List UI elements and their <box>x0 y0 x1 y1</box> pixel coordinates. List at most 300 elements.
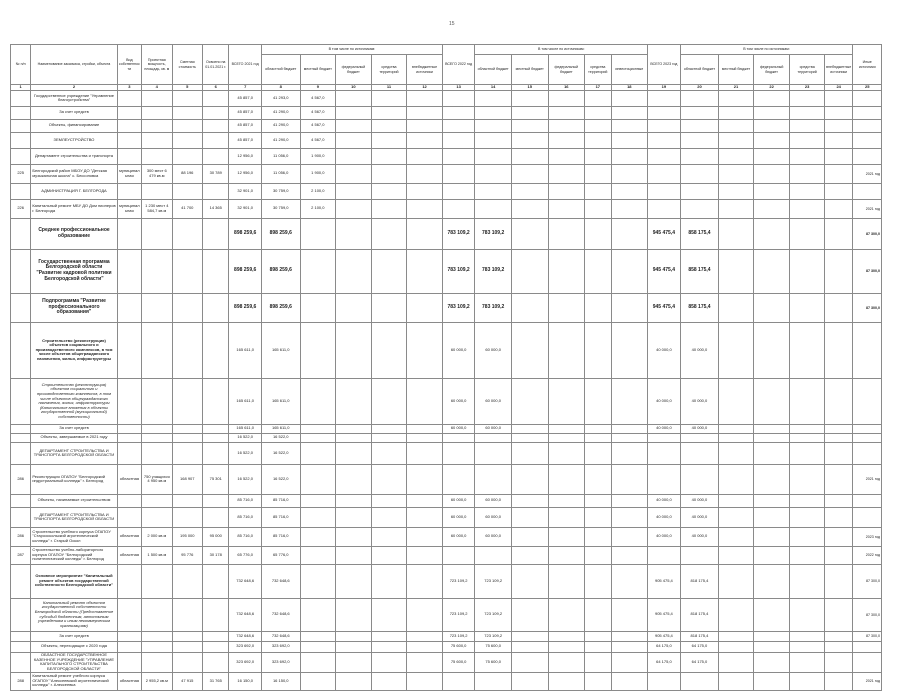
value-cell: 64 175,0 <box>648 641 681 652</box>
value-cell <box>407 507 443 527</box>
value-cell <box>824 494 853 507</box>
row-name-cell: За счет средств <box>31 106 117 119</box>
value-cell <box>172 433 202 442</box>
value-cell <box>585 148 611 164</box>
value-cell <box>475 672 512 690</box>
table-row <box>11 90 882 106</box>
value-cell <box>336 652 372 672</box>
value-cell: 905 475,4 <box>648 631 681 641</box>
value-cell <box>611 494 648 507</box>
value-cell <box>753 199 790 218</box>
value-cell: 85 716,0 <box>261 507 300 527</box>
value-cell <box>790 464 825 494</box>
value-cell: 60 000,0 <box>475 424 512 433</box>
value-cell <box>142 433 172 442</box>
col-capacity-header: Проектная мощность, площадь, кв. м <box>142 45 172 85</box>
value-cell <box>300 546 336 564</box>
column-number-cell: 10 <box>336 85 372 91</box>
value-cell <box>300 433 336 442</box>
value-cell <box>142 293 172 322</box>
value-cell: 818 175,4 <box>680 564 719 598</box>
src-territory-2022: средства территорий <box>585 55 611 85</box>
value-cell: 60 000,0 <box>475 322 512 378</box>
src-invest-2022: инвестиционные <box>611 55 648 85</box>
value-cell <box>300 424 336 433</box>
value-cell <box>442 90 475 106</box>
value-cell <box>407 464 443 494</box>
value-cell <box>511 119 548 132</box>
value-cell <box>371 442 407 464</box>
row-number-cell <box>11 119 31 132</box>
row-number-cell: 226 <box>11 199 31 218</box>
value-cell: 60 000,0 <box>442 378 475 424</box>
value-cell <box>475 464 512 494</box>
value-cell: 323 692,0 <box>261 652 300 672</box>
value-cell <box>371 464 407 494</box>
value-cell <box>585 119 611 132</box>
value-cell <box>611 652 648 672</box>
value-cell <box>407 183 443 199</box>
value-cell <box>611 90 648 106</box>
value-cell <box>203 148 229 164</box>
value-cell <box>853 106 882 119</box>
column-number-cell: 4 <box>142 85 172 91</box>
value-cell <box>336 119 372 132</box>
value-cell <box>336 507 372 527</box>
value-cell <box>719 183 754 199</box>
value-cell <box>142 494 172 507</box>
value-cell <box>719 442 754 464</box>
value-cell <box>172 494 202 507</box>
value-cell <box>611 249 648 293</box>
value-cell <box>790 106 825 119</box>
value-cell <box>719 672 754 690</box>
value-cell <box>824 90 853 106</box>
value-cell <box>117 106 141 119</box>
value-cell <box>753 598 790 631</box>
value-cell <box>548 199 585 218</box>
row-number-cell <box>11 652 31 672</box>
value-cell: 4 567,0 <box>300 106 336 119</box>
row-number-cell <box>11 132 31 148</box>
value-cell: 75 600,0 <box>442 641 475 652</box>
value-cell: 323 692,0 <box>229 641 262 652</box>
value-cell <box>753 652 790 672</box>
value-cell <box>648 183 681 199</box>
value-cell <box>790 507 825 527</box>
value-cell <box>719 218 754 249</box>
value-cell <box>585 464 611 494</box>
value-cell <box>753 494 790 507</box>
value-cell <box>790 378 825 424</box>
value-cell: 75 600,0 <box>475 641 512 652</box>
row-name-cell: Объекты, финансирование <box>31 119 117 132</box>
value-cell <box>548 132 585 148</box>
row-number-cell <box>11 148 31 164</box>
value-cell <box>371 672 407 690</box>
value-cell <box>371 132 407 148</box>
value-cell <box>117 641 141 652</box>
value-cell: областная <box>117 464 141 494</box>
value-cell <box>753 164 790 183</box>
value-cell <box>203 641 229 652</box>
col-total-2021-header: ВСЕГО 2021 год <box>229 45 262 85</box>
value-cell: 945 475,4 <box>648 218 681 249</box>
value-cell: 783 109,2 <box>442 218 475 249</box>
value-cell <box>824 119 853 132</box>
value-cell <box>511 672 548 690</box>
value-cell <box>172 148 202 164</box>
value-cell <box>511 598 548 631</box>
value-cell <box>824 433 853 442</box>
value-cell <box>853 378 882 424</box>
sources-2021-header: В том числе по источникам: <box>261 45 442 55</box>
value-cell <box>585 641 611 652</box>
value-cell <box>336 546 372 564</box>
value-cell <box>442 464 475 494</box>
value-cell <box>336 293 372 322</box>
row-number-cell <box>11 433 31 442</box>
value-cell: 60 000,0 <box>475 527 512 546</box>
table-row <box>11 672 882 690</box>
value-cell <box>407 672 443 690</box>
value-cell: 41 290,0 <box>261 106 300 119</box>
value-cell <box>117 183 141 199</box>
value-cell <box>753 106 790 119</box>
row-number-cell <box>11 494 31 507</box>
value-cell <box>371 494 407 507</box>
value-cell <box>407 598 443 631</box>
value-cell <box>142 183 172 199</box>
value-cell <box>719 464 754 494</box>
row-name-cell: За счет средств <box>31 424 117 433</box>
value-cell <box>790 199 825 218</box>
value-cell <box>585 199 611 218</box>
value-cell: 723 109,2 <box>442 631 475 641</box>
src-extra-2021: внебюджетные источники <box>407 55 443 85</box>
value-cell <box>648 199 681 218</box>
value-cell: 1 500 кв.м <box>142 546 172 564</box>
value-cell <box>117 90 141 106</box>
value-cell <box>648 148 681 164</box>
value-cell <box>853 494 882 507</box>
value-cell <box>824 442 853 464</box>
value-cell: 165 611,0 <box>229 424 262 433</box>
value-cell <box>611 119 648 132</box>
value-cell <box>680 119 719 132</box>
value-cell: областная <box>117 527 141 546</box>
value-cell <box>371 148 407 164</box>
value-cell <box>853 132 882 148</box>
value-cell <box>172 119 202 132</box>
row-number-cell <box>11 507 31 527</box>
value-cell: муниципальная <box>117 164 141 183</box>
value-cell <box>719 641 754 652</box>
value-cell <box>511 199 548 218</box>
row-name-cell: ЗЕМЛЕУСТРОЙСТВО <box>31 132 117 148</box>
value-cell <box>853 90 882 106</box>
value-cell <box>790 494 825 507</box>
value-cell: 905 475,4 <box>648 598 681 631</box>
column-number-cell: 21 <box>719 85 754 91</box>
column-number-cell: 9 <box>300 85 336 91</box>
budget-table <box>10 44 882 691</box>
value-cell <box>511 90 548 106</box>
value-cell <box>336 564 372 598</box>
value-cell: 323 692,0 <box>229 652 262 672</box>
value-cell: 41 700 <box>172 199 202 218</box>
value-cell <box>442 672 475 690</box>
value-cell: 12 956,0 <box>229 164 262 183</box>
value-cell <box>475 546 512 564</box>
value-cell <box>407 132 443 148</box>
value-cell <box>172 322 202 378</box>
value-cell <box>475 90 512 106</box>
value-cell <box>611 546 648 564</box>
value-cell <box>719 199 754 218</box>
row-name-cell: ДЕПАРТАМЕНТ СТРОИТЕЛЬСТВА И ТРАНСПОРТА БЕЛГОРОДСКОЙ ОБЛАСТИ <box>31 442 117 464</box>
value-cell <box>407 433 443 442</box>
value-cell: 45 857,0 <box>229 90 262 106</box>
value-cell <box>371 564 407 598</box>
value-cell <box>853 507 882 527</box>
value-cell <box>203 424 229 433</box>
value-cell <box>336 641 372 652</box>
value-cell <box>548 424 585 433</box>
value-cell <box>753 378 790 424</box>
column-number-cell: 25 <box>853 85 882 91</box>
col-cost-header: Сметная стоимость <box>172 45 202 85</box>
value-cell <box>753 564 790 598</box>
value-cell <box>117 132 141 148</box>
value-cell <box>475 183 512 199</box>
value-cell <box>585 164 611 183</box>
src-territory-2021: средства территорий <box>371 55 407 85</box>
table-row <box>11 183 882 199</box>
value-cell <box>203 378 229 424</box>
value-cell <box>442 106 475 119</box>
value-cell <box>719 249 754 293</box>
value-cell <box>611 218 648 249</box>
value-cell <box>648 132 681 148</box>
value-cell <box>511 652 548 672</box>
value-cell: 75 301 <box>203 464 229 494</box>
header-group-row <box>11 45 882 55</box>
value-cell <box>300 564 336 598</box>
value-cell <box>824 527 853 546</box>
value-cell <box>511 322 548 378</box>
value-cell: 818 175,4 <box>680 631 719 641</box>
value-cell: 65 776,0 <box>261 546 300 564</box>
value-cell: 723 109,2 <box>475 631 512 641</box>
value-cell <box>824 218 853 249</box>
value-cell <box>511 433 548 442</box>
value-cell <box>172 132 202 148</box>
value-cell <box>548 293 585 322</box>
src-territory-2023: средства территорий <box>790 55 825 85</box>
value-cell <box>203 183 229 199</box>
value-cell <box>142 249 172 293</box>
value-cell <box>548 527 585 546</box>
value-cell <box>790 183 825 199</box>
row-number-cell <box>11 378 31 424</box>
table-row <box>11 546 882 564</box>
value-cell <box>648 90 681 106</box>
value-cell <box>142 652 172 672</box>
value-cell <box>680 199 719 218</box>
value-cell: 30 759,0 <box>261 183 300 199</box>
column-number-cell: 5 <box>172 85 202 91</box>
value-cell <box>719 293 754 322</box>
value-cell: 85 716,0 <box>229 507 262 527</box>
value-cell <box>203 218 229 249</box>
value-cell: 60 000,0 <box>442 322 475 378</box>
value-cell <box>585 249 611 293</box>
value-cell <box>585 672 611 690</box>
value-cell: областная <box>117 672 141 690</box>
value-cell <box>371 507 407 527</box>
src-local-2021: местный бюджет <box>300 55 336 85</box>
value-cell <box>680 164 719 183</box>
table-row <box>11 132 882 148</box>
value-cell <box>511 546 548 564</box>
value-cell: 32 901,0 <box>229 199 262 218</box>
table-row <box>11 641 882 652</box>
value-cell <box>790 598 825 631</box>
value-cell: областная <box>117 546 141 564</box>
value-cell <box>611 199 648 218</box>
column-number-cell: 1 <box>11 85 31 91</box>
value-cell: 40 000,0 <box>648 424 681 433</box>
table-row <box>11 164 882 183</box>
value-cell <box>117 424 141 433</box>
col-name-header: Наименование заказчика, стройки, объекта <box>31 45 117 85</box>
value-cell <box>548 378 585 424</box>
value-cell <box>407 494 443 507</box>
value-cell <box>824 183 853 199</box>
column-number-cell: 15 <box>511 85 548 91</box>
value-cell <box>611 183 648 199</box>
value-cell: 87 300,0 <box>853 564 882 598</box>
value-cell <box>853 424 882 433</box>
value-cell <box>172 442 202 464</box>
value-cell <box>548 433 585 442</box>
value-cell <box>475 119 512 132</box>
value-cell: 165 611,0 <box>261 322 300 378</box>
value-cell <box>371 90 407 106</box>
value-cell <box>824 507 853 527</box>
value-cell <box>790 218 825 249</box>
value-cell <box>172 218 202 249</box>
value-cell <box>407 652 443 672</box>
value-cell <box>585 527 611 546</box>
column-number-cell: 6 <box>203 85 229 91</box>
value-cell <box>611 424 648 433</box>
value-cell: 88 196 <box>172 164 202 183</box>
value-cell <box>585 564 611 598</box>
value-cell <box>442 442 475 464</box>
value-cell <box>548 546 585 564</box>
value-cell <box>336 424 372 433</box>
value-cell: 723 109,2 <box>475 598 512 631</box>
value-cell: 40 000,0 <box>680 424 719 433</box>
row-name-cell: Объекты, завершаемые в 2021 году <box>31 433 117 442</box>
value-cell <box>680 90 719 106</box>
value-cell <box>548 494 585 507</box>
value-cell <box>407 527 443 546</box>
value-cell <box>172 507 202 527</box>
value-cell: 60 000,0 <box>442 507 475 527</box>
value-cell: 732 648,6 <box>229 598 262 631</box>
table-row <box>11 199 882 218</box>
value-cell <box>853 652 882 672</box>
value-cell: 87 300,0 <box>853 293 882 322</box>
value-cell <box>548 106 585 119</box>
value-cell: 165 611,0 <box>229 322 262 378</box>
table-row <box>11 464 882 494</box>
table-row <box>11 249 882 293</box>
value-cell <box>790 90 825 106</box>
value-cell: 4 567,0 <box>300 119 336 132</box>
value-cell <box>172 90 202 106</box>
row-name-cell: Строительство (реконструкция) объектов социального и производственного комплексов, в том числе объектов общегражданского назначения, жилья, инфраструктуры <box>31 322 117 378</box>
value-cell <box>548 464 585 494</box>
value-cell: 75 600,0 <box>442 652 475 672</box>
value-cell <box>611 672 648 690</box>
value-cell <box>371 199 407 218</box>
value-cell <box>336 148 372 164</box>
value-cell <box>300 322 336 378</box>
table-row <box>11 564 882 598</box>
column-number-cell: 13 <box>442 85 475 91</box>
value-cell <box>142 598 172 631</box>
value-cell <box>336 464 372 494</box>
value-cell <box>719 148 754 164</box>
value-cell: 31 765 <box>203 672 229 690</box>
value-cell <box>300 249 336 293</box>
value-cell <box>824 424 853 433</box>
value-cell <box>142 322 172 378</box>
value-cell <box>142 641 172 652</box>
row-number-cell: 225 <box>11 164 31 183</box>
value-cell <box>790 424 825 433</box>
value-cell <box>824 652 853 672</box>
value-cell <box>475 442 512 464</box>
value-cell <box>790 442 825 464</box>
value-cell <box>824 322 853 378</box>
col-no-header: № п/п <box>11 45 31 85</box>
value-cell <box>142 119 172 132</box>
value-cell: 64 175,0 <box>648 652 681 672</box>
row-name-cell: Белгородский район МБОУ ДО "Детская музыкальная школа" с. Бессоновка <box>31 164 117 183</box>
value-cell <box>548 598 585 631</box>
value-cell <box>680 183 719 199</box>
col-total-2023-header: ВСЕГО 2023 год <box>648 45 681 85</box>
value-cell <box>475 164 512 183</box>
table-row <box>11 442 882 464</box>
row-number-cell: 286 <box>11 464 31 494</box>
value-cell <box>117 564 141 598</box>
value-cell <box>300 652 336 672</box>
value-cell <box>611 106 648 119</box>
value-cell: 165 611,0 <box>261 424 300 433</box>
value-cell <box>442 119 475 132</box>
value-cell <box>300 494 336 507</box>
column-number-cell: 14 <box>475 85 512 91</box>
value-cell <box>585 132 611 148</box>
value-cell <box>585 652 611 672</box>
value-cell: 16 522,0 <box>229 433 262 442</box>
